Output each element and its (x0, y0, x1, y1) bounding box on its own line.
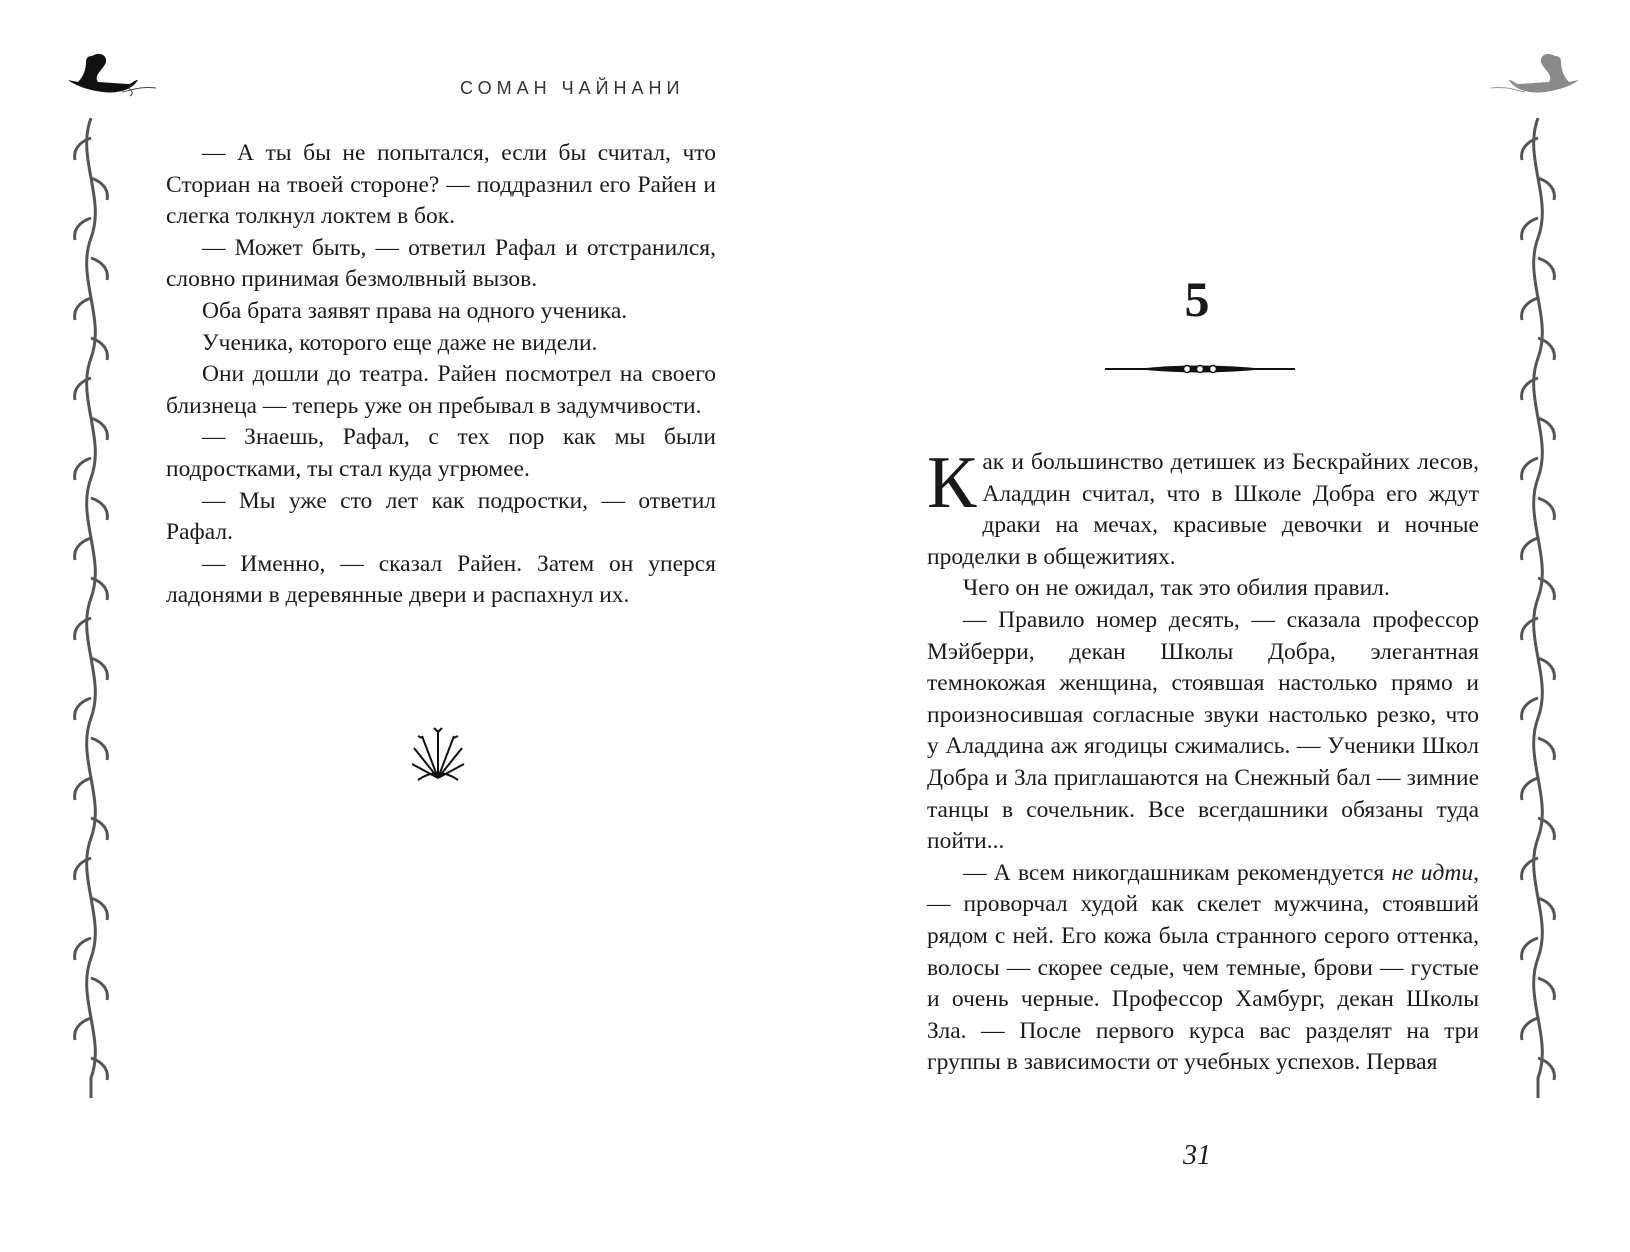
paragraph-end: , — проворчал худой как скелет мужчина, стоявший рядом с ней. Его кожа была странного серого оттенка, волосы — скорее седые, чем темные, брови — густые и очень черные. Профессор Хамбург, декан Школы Зла. — После первого курса вас разделят на три группы в зависимости от учебных успехов. Первая (927, 859, 1479, 1076)
paragraph: Они дошли до театра. Райен посмотрел на своего близнеца — теперь уже он пребывал в задумчивости. (166, 361, 716, 419)
thorn-vine-border (66, 118, 116, 1098)
first-paragraph (927, 442, 1479, 573)
paragraph: Чего он не ожидал, так это обилия правил. (963, 575, 1390, 602)
paragraph: — Мы уже сто лет как подростки, — ответил Рафал. (166, 487, 716, 546)
grey-swan-icon (1485, 48, 1585, 104)
first-paragraph-text: ак и большинство детишек из Бескрайних лесов, Аладдин считал, что в Школе Добра его ждут драки на мечах, красивые девочки и ночные проделки в общежитиях. (927, 449, 1479, 570)
paragraph (927, 858, 1479, 1079)
running-head: СОМАН ЧАЙНАНИ (460, 78, 685, 98)
paragraph: Ученика, которого еще даже не видели. (202, 329, 598, 356)
page-number: 31 (1183, 1140, 1211, 1171)
emphasis-text: не идти (1391, 859, 1474, 886)
drop-cap: К (927, 442, 977, 524)
right-page-text (927, 442, 1479, 1079)
paragraph: Оба брата заявят права на одного ученика. (202, 297, 628, 324)
flower-ornament-icon (410, 722, 466, 784)
paragraph: — А ты бы не попытался, если бы считал, что Сториан на твоей стороне? — поддразнил его Райен и слегка толкнул локтем в бок. (166, 140, 716, 230)
black-swan-icon (62, 48, 162, 104)
ornamental-rule (1105, 362, 1295, 376)
chapter-number: 5 (1184, 271, 1210, 327)
left-page-text (166, 138, 716, 612)
paragraph: — Знаешь, Рафал, с тех пор как мы были подростками, ты стал куда угрюмее. (166, 424, 716, 482)
paragraph-start: — А всем никогдашникам рекомендуется (963, 859, 1392, 886)
paragraph: — Именно, — сказал Райен. Затем он уперся ладонями в деревянные двери и распахнул их. (166, 550, 716, 609)
right-page (815, 0, 1630, 1252)
thorn-vine-border (1513, 118, 1563, 1098)
paragraph: — Может быть, — ответил Рафал и отстранился, словно принимая безмолвный вызов. (166, 234, 716, 293)
paragraph: — Правило номер десять, — сказала профессор Мэйберри, декан Школы Добра, элегантная темнокожая женщина, стоявшая настолько прямо и произносившая согласные звуки настолько резко, что у Аладдина аж ягодицы сжимались. — Ученики Школ Добра и Зла приглашаются на Снежный бал — зимние танцы в сочельник. Все всегдашники обязаны туда пойти... (927, 606, 1479, 855)
